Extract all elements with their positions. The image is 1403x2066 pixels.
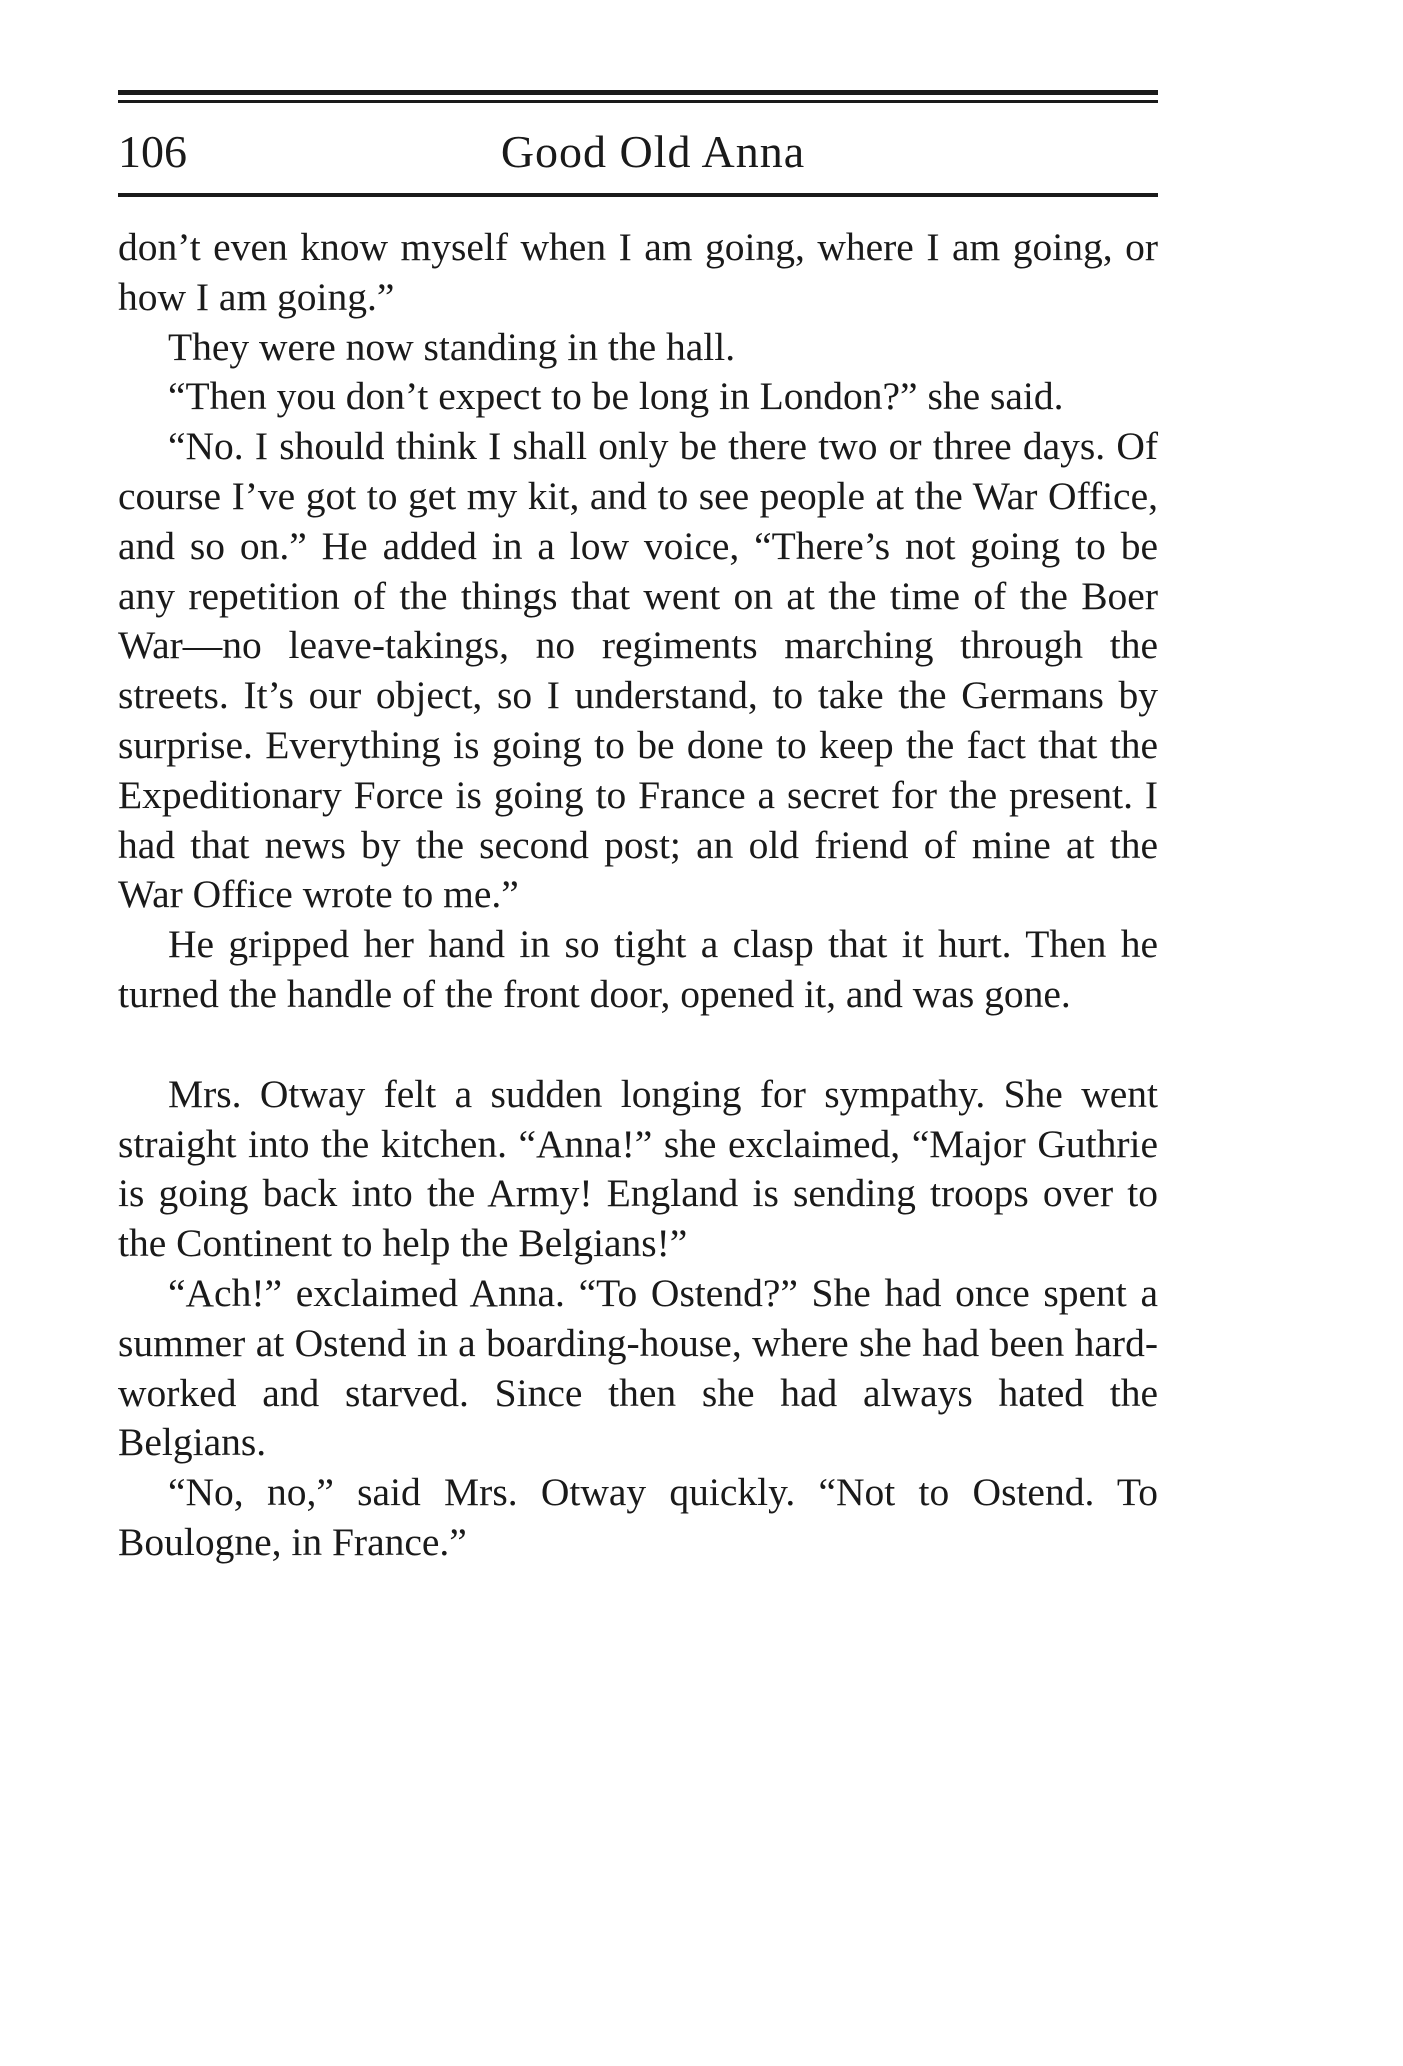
paragraph: They were now standing in the hall. bbox=[168, 324, 736, 369]
header-rule-top-thin bbox=[118, 100, 1158, 103]
paragraph: “Then you don’t expect to be long in London?” she said. bbox=[168, 374, 1064, 419]
section-break bbox=[118, 1020, 1158, 1070]
header-rule-top bbox=[118, 90, 1158, 95]
book-title: Good Old Anna bbox=[500, 126, 806, 177]
page-number: 106 bbox=[118, 126, 187, 177]
paragraph: “Ach!” exclaimed Anna. “To Ostend?” She had once spent a summer at Ostend in a boarding-house, where she had been hard-worked and starved. Since then she had always hated the Belgians. bbox=[118, 1270, 1158, 1465]
running-head bbox=[118, 122, 1158, 182]
paragraph: “No. I should think I shall only be there two or three days. Of course I’ve got to get my kit, and to see people at the War Office, and so on.” He added in a low voice, “There’s not going to be any repetition of the things that went on at the time of the Boer War—no leave-takings, no regiments marching through the streets. It’s our object, so I understand, to take the Germans by surprise. Everything is going to be done to keep the fact that the Expeditionary Force is going to France a secret for the present. I had that news by the second post; an old friend of mine at the War Office wrote to me.” bbox=[118, 424, 1158, 917]
body-text bbox=[118, 223, 1158, 1568]
paragraph: He gripped her hand in so tight a clasp that it hurt. Then he turned the handle of the front door, opened it, and was gone. bbox=[118, 922, 1158, 1016]
paragraph: “No, no,” said Mrs. Otway quickly. “Not to Ostend. To Boulogne, in France.” bbox=[118, 1470, 1158, 1564]
header-rule-bottom bbox=[118, 193, 1158, 197]
paragraph-continued: don’t even know myself when I am going, where I am going, or how I am going.” bbox=[118, 225, 1158, 319]
paragraph: Mrs. Otway felt a sudden longing for sympathy. She went straight into the kitchen. “Anna!” she exclaimed, “Major Guthrie is going back into the Army! England is sending troops over to the Continent to help the Belgians!” bbox=[118, 1071, 1158, 1266]
